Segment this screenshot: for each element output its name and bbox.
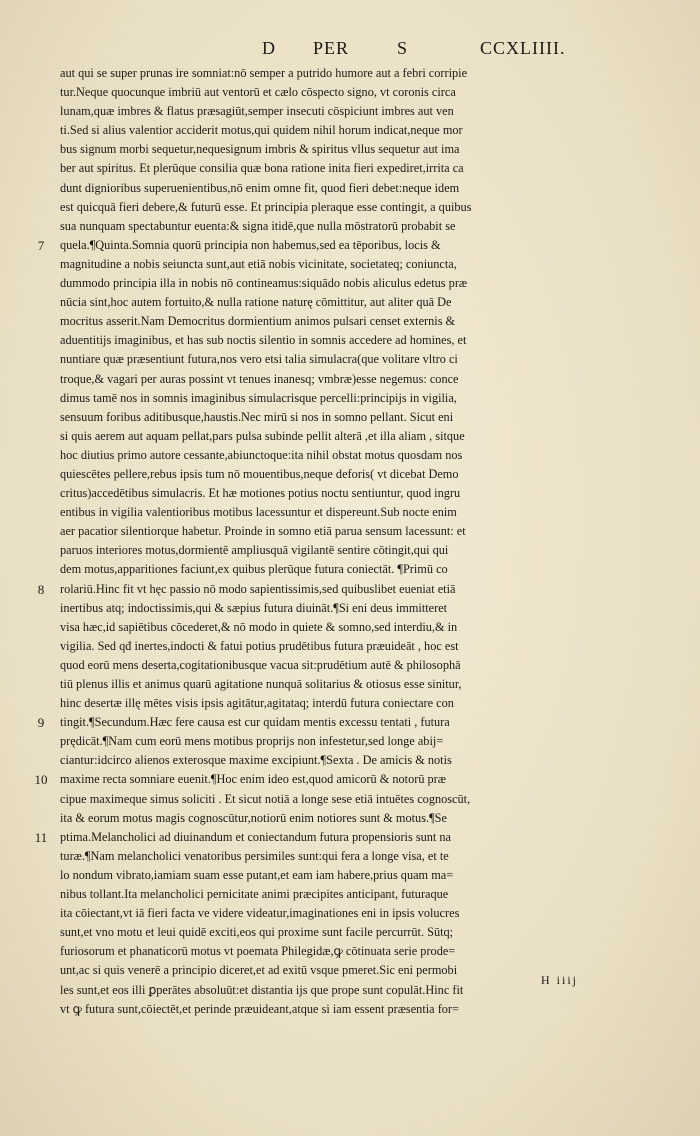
- line-text: vt ꝙ futura sunt,cōiectēt,et perinde præuideant,atque si iam essent præsentia for=: [60, 1001, 459, 1016]
- line-text: tiū plenus illis et animus quarū agitatione nunquā solitarius & otiosus esse sinitur,: [60, 677, 462, 691]
- text-line: [60, 675, 588, 694]
- line-text: aduentitijs imaginibus, et has sub noctis silentio in somnis accedere ad homines, et: [60, 333, 467, 348]
- line-text: hoc diutius primo autore cessante,abiunctoque:ita nihil obstat motus quosdam nos: [60, 447, 463, 462]
- text-line: [60, 866, 588, 885]
- text-line: [60, 656, 588, 675]
- text-line: [60, 83, 588, 102]
- text-line: [60, 981, 588, 1000]
- running-head: PER: [313, 38, 350, 58]
- text-line: [60, 350, 588, 369]
- line-text: nūcia sint,hoc autem fortuito,& nulla ratione naturę cōmittitur, aut aliter quā De: [60, 295, 452, 310]
- text-line: [60, 694, 588, 713]
- margin-number: 11: [34, 829, 48, 845]
- text-line: [60, 522, 588, 541]
- line-text: dummodo principia illa in nobis nō contineamus:siquādo nobis aliculus edetus præ: [60, 276, 468, 291]
- line-text: nuntiare quæ præsentiunt futura,nos vero etsi talia simulacra(que volitare vltro ci: [60, 352, 458, 367]
- text-line: [60, 121, 588, 140]
- line-text: ti.Sed si alius valentior acciderit motus,qui quidem nihil horum indicat,neque mor: [60, 123, 463, 138]
- text-line: [60, 751, 588, 770]
- line-text: dimus tamē nos in somnis imaginibus simulacrisque percelli:principijs in vigilia,: [60, 390, 457, 405]
- header-signature: D: [262, 38, 276, 58]
- line-text: dem motus,apparitiones faciunt,ex quibus plerūque futura coniectāt. ¶Primū co: [60, 562, 448, 577]
- line-text: paruos interiores motus,dormientē ampliusquā vigilantē sentire cōtingit,qui qui: [60, 543, 449, 558]
- margin-number: 8: [37, 581, 45, 597]
- line-text: maxime recta somniare euenit.¶Hoc enim ideo est,quod amicorū & notorū præ: [60, 772, 446, 787]
- line-text: visa hæc,id sapiētibus cōcederet,& nō modo in quiete & somno,sed interdiu,& in: [60, 619, 458, 634]
- line-text: ptima.Melancholici ad diuinandum et coniectandum futura propensioris sunt na: [60, 829, 452, 844]
- line-text: ita & eorum motus magis cognoscūtur,notiorū enim notiores sunt & motus.¶Se: [60, 810, 447, 825]
- line-text: ciantur:idcirco alienos exterosque maxime excipiunt.¶Sexta . De amicis & notis: [60, 753, 452, 768]
- line-text: critus)accedētibus simulacris. Et hæ motiones potius noctu sentiuntur, quod ingru: [60, 486, 461, 501]
- line-text: magnitudine a nobis seiuncta sunt,aut etiā nobis vicinitate, societateq; coniuncta,: [60, 256, 457, 271]
- text-line: [60, 790, 588, 809]
- text-line: [60, 885, 588, 904]
- text-line: [60, 942, 588, 961]
- signature-mark: H iiij: [541, 973, 579, 987]
- line-text: unt,ac si quis venerē a principio diceret,et ad exitū vsque pmeret.Sic eni permobi: [60, 963, 458, 978]
- line-text: bus signum morbi sequetur,nequesignum imbris & spiritus vllus sequetur aut ima: [60, 142, 460, 157]
- line-text: ber aut spiritus. Et plerūque consilia quæ bona ratione inita fieri expediret,irrita ca: [60, 161, 464, 176]
- line-text: tur.Neque quocunque imbriū aut ventorū et cælo cōspecto signo, vt coronis circa: [60, 85, 456, 100]
- text-line: [60, 312, 588, 331]
- line-text: sensuum foribus aditibusque,haustis.Nec mirū si nos in somno pellant. Sicut eni: [60, 409, 454, 424]
- text-line: [60, 389, 588, 408]
- line-text: aer pacatior silentiorque habetur. Proinde in somno etiā parua sensum lacessunt: et: [60, 524, 466, 539]
- text-line: [60, 159, 588, 178]
- line-text: sua nunquam spectabuntur euenta:& signa itidē,que nulla mōstratorū probabit se: [60, 218, 456, 233]
- folio-number: CCXLIIII.: [480, 38, 566, 58]
- text-line: [60, 427, 588, 446]
- text-line: [37, 580, 588, 599]
- text-line: [60, 140, 588, 159]
- line-text: cipue maximeque simus soliciti . Et sicut notiā a longe sese etiā intuētes cognoscūt,: [60, 791, 471, 806]
- text-line: [60, 179, 588, 198]
- text-line: [60, 847, 588, 866]
- text-line: [60, 293, 588, 312]
- text-line: [60, 560, 588, 579]
- line-text: rolariū.Hinc fit vt hęc passio nō modo sapientissimis,sed quibuslibet eueniat etiā: [60, 581, 456, 596]
- line-text: nibus tollant.Ita melancholici pernicitate animi præcipites anticipant, futuraque: [60, 887, 449, 902]
- text-line: [60, 599, 588, 618]
- line-text: entibus in vigilia valentioribus motibus lacessuntur et dispereunt.Sub nocte enim: [60, 505, 457, 520]
- text-line: [60, 64, 588, 83]
- line-text: quod eorū mens deserta,cogitationibusque vacua sit:prudētium autē & philosophā: [60, 657, 461, 672]
- text-line: [60, 408, 588, 427]
- header-section: S: [397, 38, 409, 58]
- margin-number: 7: [37, 237, 45, 253]
- margin-number: 10: [34, 772, 48, 788]
- line-text: inertibus atq; indoctissimis,qui & sæpius futura diuināt.¶Si eni deus immitteret: [60, 600, 448, 615]
- line-text: lo nondum vibrato,iamiam suam esse putant,et eam iam habere,prius quam ma=: [60, 867, 454, 882]
- text-line: [60, 503, 588, 522]
- line-text: lunam,quæ imbres & flatus præsagiūt,semper insecuti cōspiciunt imbres aut ven: [60, 104, 454, 119]
- text-line: [60, 961, 588, 980]
- line-text: ita cōiectant,vt iā fieri facta ve videre videatur,imaginationes eni in ipsis volucres: [60, 906, 460, 921]
- text-line: [60, 370, 588, 389]
- text-line: [60, 637, 588, 656]
- text-line: [60, 904, 588, 923]
- text-line: [60, 1000, 588, 1019]
- text-line: [60, 732, 588, 751]
- text-line: [60, 274, 588, 293]
- text-line: [60, 255, 588, 274]
- text-line: [60, 541, 588, 560]
- line-text: troque,& vagari per auras possint vt tenues inanesq; vmbræ)esse negemus: conce: [60, 371, 459, 386]
- line-text: quiescētes pellere,rebus ipsis tum nō mouentibus,neque deforis( vt dicebat Demo: [60, 466, 459, 481]
- text-line: [60, 446, 588, 465]
- line-text: turæ.¶Nam melancholici venatoribus persimiles sunt:qui fera a longe visa, et te: [60, 848, 449, 863]
- line-text: vigilia. Sed qđ inertes,indocti & fatui potius prudētibus futura præuideāt , hoc est: [60, 638, 459, 653]
- text-line: [60, 198, 588, 217]
- line-text: aut qui se super prunas ire somniat:nō semper a putrido humore aut a febri corripie: [60, 66, 468, 80]
- text-line: [60, 618, 588, 637]
- page-header: [0, 38, 700, 60]
- line-text: prędicāt.¶Nam cum eorū mens motibus proprijs non infestetur,sed longe abij=: [60, 734, 444, 749]
- line-text: les sunt,et eos illi ꝑperātes absoluūt:et distantia ijs que prope sunt copulāt.Hinc fit: [60, 982, 464, 997]
- text-line: [60, 331, 588, 350]
- text-line: [37, 713, 588, 732]
- line-text: dunt dignioribus superuenientibus,nō enim omne fit, quod fieri debet:neque idem: [60, 180, 460, 195]
- text-line: [60, 809, 588, 828]
- text-line: [37, 236, 588, 255]
- text-line: [60, 484, 588, 503]
- line-text: mocritus asserit.Nam Democritus dormientium animos pulsari censet externis &: [60, 314, 456, 329]
- line-text: quela.¶Quinta.Somnia quorū principia non habemus,sed ea tēporibus, locis &: [60, 237, 441, 252]
- text-line: [34, 828, 588, 847]
- line-text: hinc desertæ illę mētes visis ipsis agitātur,agitataq; interdū futura coniectare con: [60, 696, 454, 711]
- margin-number: 9: [37, 715, 45, 731]
- line-text: furiosorum et phanaticorū motus vt poemata Philegidæ,ꝙ cōtinuata serie prode=: [60, 944, 456, 959]
- text-line: [60, 923, 588, 942]
- line-text: tingit.¶Secundum.Hæc fere causa est cur quidam mentis excessu tentati , futura: [60, 715, 450, 730]
- line-text: si quis aerem aut aquam pellat,pars pulsa subinde pellit alterā ,et illa aliam , sitque: [60, 428, 465, 443]
- text-line: [60, 465, 588, 484]
- text-line: [60, 217, 588, 236]
- body-text: [34, 64, 588, 1019]
- text-line: [60, 102, 588, 121]
- line-text: est quicquā fieri debere,& futurū esse. Et principia pleraque esse contingit, a quibus: [60, 199, 472, 214]
- line-text: sunt,et vno motu et leui quidē exciti,eos qui proxime sunt facile percurrūt. Sūtq;: [60, 925, 454, 940]
- text-line: [34, 770, 588, 789]
